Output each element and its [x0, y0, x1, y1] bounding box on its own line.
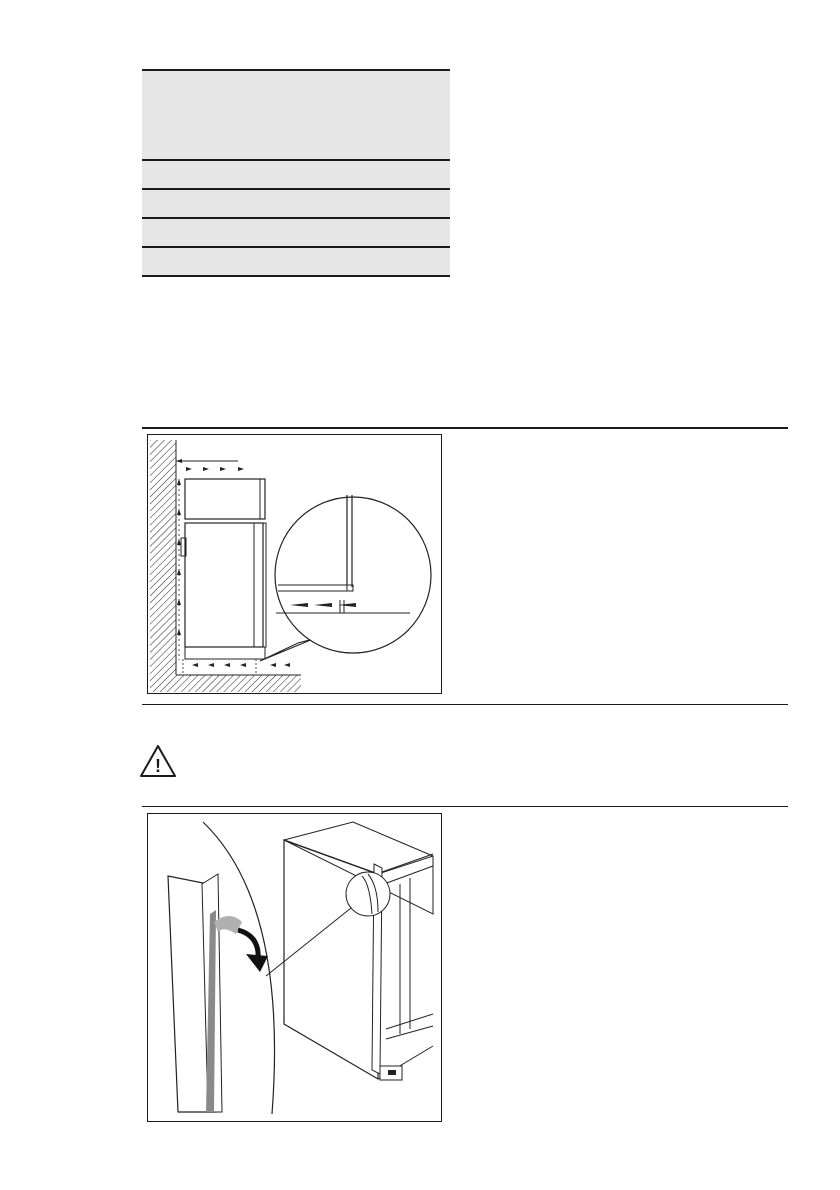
table-row — [142, 161, 450, 190]
table-row — [142, 219, 450, 248]
section-divider — [142, 704, 788, 705]
door-seal-diagram — [147, 813, 442, 1122]
section-divider — [142, 427, 788, 429]
warning-triangle-icon — [139, 744, 177, 778]
door-seal-icon — [148, 814, 441, 1121]
section-divider — [142, 806, 788, 807]
ventilation-airflow-icon — [148, 435, 441, 693]
table-row — [142, 248, 450, 277]
warning-symbol: ! — [155, 756, 161, 776]
table-row — [142, 190, 450, 219]
table-header — [142, 69, 450, 161]
ventilation-diagram — [147, 434, 442, 694]
specification-table — [142, 69, 450, 277]
